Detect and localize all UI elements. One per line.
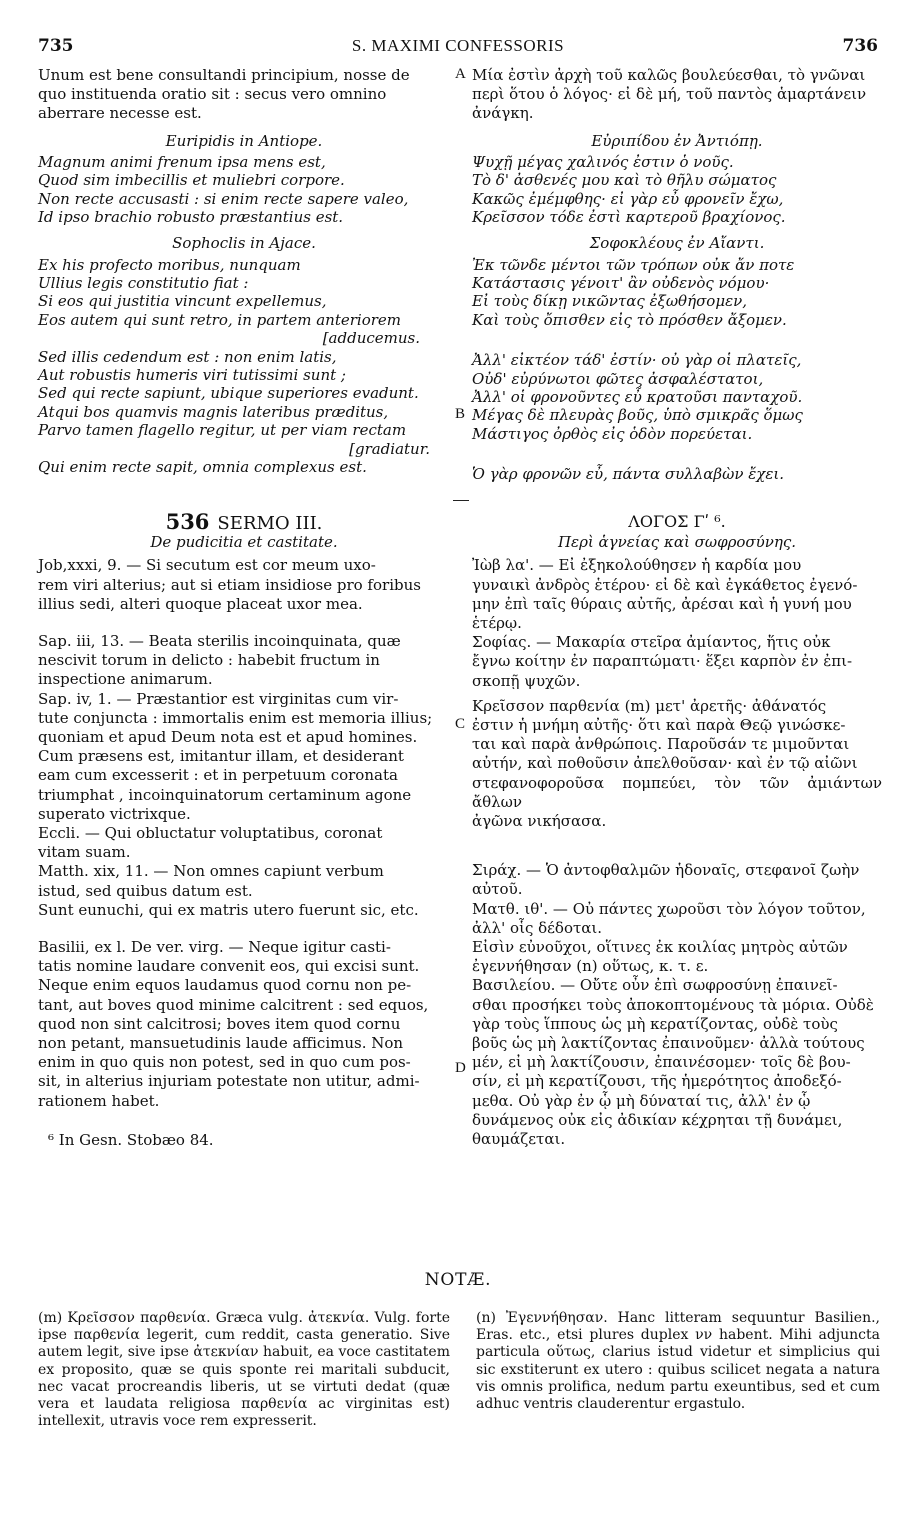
line: Σιράχ. — Ὁ ἀντοφθαλμῶν ἡδοναῖς, στεφανοῖ ζωὴν [472,861,860,880]
sermo-title: SERMO III. [217,513,323,534]
line: Sap. iv, 1. — Præstantior est virginitas cum vir- [38,689,399,708]
verse-line: Ὁ γὰρ φρονῶν εὖ, πάντα συλλαβὼν ἔχει. [472,465,785,484]
latin-para-eunuchi [38,901,450,920]
line: non petant, mansuetudinis laude afficimus. Non [38,1034,404,1053]
verse-line: Ex his profecto moribus, nunquam [38,255,301,274]
greek-heading-euripides: Εὐριπίδου ἐν Ἀντιόπῃ. [591,131,763,150]
verse-line: Magnum animi frenum ipsa mens est, [38,152,326,171]
greek-para-matth [472,900,882,938]
line: Μία ἐστὶν ἀρχὴ τοῦ καλῶς βουλεύεσθαι, τὸ γνῶναι [472,66,866,84]
line: θαυμάζεται. [472,1130,566,1149]
line: ἐγεννήθησαν (n) οὕτως, κ. τ. ε. [472,957,709,976]
sermo-latin-column [38,509,450,1150]
line: tant, aut boves quod minime calcitrent : sed equos, [38,995,429,1014]
greek-para-sophias [472,633,882,691]
line: ἀνάγκη. [472,104,534,123]
verse-line: Sed illis cedendum est : non enim latis, [38,347,337,366]
line: γὰρ τοὺς ἵππους ὡς μὴ κερατίζοντας, οὐδὲ τοὺς [472,1014,838,1033]
verse-line: Ψυχῇ μέγας χαλινός ἐστιν ὁ νοῦς. [472,152,734,171]
line: στεφανοφοροῦσα πομπεύει, τὸν τῶν ἀμιάντων ἄθλων [472,773,882,811]
line: tute conjuncta : immortalis enim est memoria illius; [38,708,433,727]
greek-top-column [472,66,882,484]
margin-letter-d: D [455,1060,466,1076]
greek-para-sirach [472,861,882,899]
verse-line: Sed qui recte sapiunt, ubique superiores evadunt. [38,384,419,403]
margin-letter-a: A [455,66,466,82]
line: triumphat , incoinquinatorum certaminum agone [38,785,412,804]
verse-line: Κατάστασις γένοιτ' ἂν οὐδενὸς νόμου· [472,274,770,293]
latin-verse-sophocles-2 [38,348,450,440]
line: sit, in alterius injuriam potestate non utitur, admi- [38,1072,420,1091]
line: istud, sed quibus datum est. [38,881,253,900]
line: αὐτήν, καὶ ποθοῦσιν ἀπελθοῦσαν· καὶ ἐν τῷ αἰῶνι [472,754,858,773]
margin-letter-c: C [455,716,466,732]
latin-verse-euripides [38,153,450,227]
latin-heading-sophocles: Sophoclis in Ajace. [172,234,316,253]
line: ἔγνω κοίτην ἐν παραπτώματι· ἕξει καρπὸν ἐν ἐπι- [472,652,853,671]
line: δυνάμενος οὐκ εἰς ἀδικίαν κέχρηται τῇ δυνάμει, [472,1110,843,1129]
line: Neque enim equos laudamus quod cornu non pe- [38,976,412,995]
line: ἀλλ' οἷς δέδοται. [472,918,603,937]
greek-verse-sophocles-2 [472,351,882,443]
line: ἐστιν ἡ μνήμη αὐτῆς· ὅτι καὶ παρὰ Θεῷ γινώσκε- [472,716,846,735]
verse-line: Οὐδ' εὐρύνωτοι φῶτες ἀσφαλέστατοι, [472,369,764,388]
verse-line: Qui enim recte sapit, omnia complexus est. [38,458,367,477]
line: Ἰὼβ λα'. — Εἰ ἐξηκολούθησεν ἡ καρδία μου [472,556,802,575]
sermo-heading [38,509,450,534]
running-title: S. MAXIMI CONFESSORIS [351,36,565,55]
latin-para-sap3 [38,632,450,690]
line: Job,xxxi, 9. — Si secutum est cor meum uxo- [38,556,376,575]
verse-line: Μέγας δὲ πλευρὰς βοῦς, ὑπὸ σμικρᾶς ὅμως [472,406,803,425]
verse-line: Non recte accusasti : si enim recte sapere valeo, [38,189,409,208]
margin-letter-b: B [455,406,466,422]
verse-line: Si eos qui justitia vincunt expellemus, [38,292,327,311]
greek-para-kreisson [472,697,882,831]
line: Ματθ. ιθ'. — Οὐ πάντες χωροῦσι τὸν λόγον τοῦτον, [472,899,866,918]
line: σίν, εἰ μὴ κερατίζουσι, τῆς ἡμερότητος ἀποδεξό- [472,1072,842,1091]
latin-verse-sophocles-1 [38,256,450,330]
latin-heading-euripides: Euripidis in Antiope. [165,131,323,150]
greek-para-basileiou [472,976,882,1149]
line: Cum præsens est, imitantur illam, et desiderant [38,747,404,766]
logos-subtitle: Περὶ ἁγνείας καὶ σωφροσύνης. [557,533,797,552]
verse-line: Eos autem qui sunt retro, in partem anteriorem [38,310,402,329]
line: quod non sint calcitrosi; boves item quod cornu [38,1014,401,1033]
latin-intro [38,66,450,124]
latin-para-basilii [38,938,450,1111]
latin-para-eccli [38,824,450,862]
line: Matth. xix, 11. — Non omnes capiunt verbum [38,862,384,881]
line: tatis nomine laudare convenit eos, qui excisi sunt. [38,957,420,976]
running-header [38,36,878,58]
line: illius sedi, alteri quoque placeat uxor mea. [38,594,363,613]
latin-para-job [38,556,450,614]
verse-line: Ἀλλ' οἱ φρονοῦντες εὖ κρατοῦσι πανταχοῦ. [472,388,803,407]
greek-para-job [472,556,882,633]
line: ἀγῶνα νικήσασα. [472,812,607,831]
verse-line: Aut robustis humeris viri tutissimi sunt ; [38,366,346,385]
verse-line: Quod sim imbecillis et muliebri corpore. [38,171,345,190]
note-n: (n) Ἐγεννήθησαν. Hanc litteram sequuntur Basilien., Eras. etc., etsi plures duplex νν habent. Mihi adjuncta particula οὕτως, clarius istud videtur et simplicius qui sic exstiterunt ex utero : quibus scilicet negata a natura vis omnis prolifica, nedum partu exeuntibus, sed et cum adhuc ventris clauderentur ergastulo. [476,1310,880,1413]
line: Βασιλείου. — Οὔτε οὖν ἐπὶ σωφροσύνῃ ἐπαινεῖ- [472,976,838,995]
line: μεθα. Οὐ γὰρ ἐν ᾧ μὴ δύναταί τις, ἀλλ' ἐν ᾧ [472,1091,811,1110]
line: ἑτέρῳ. [472,614,522,633]
footnote: ⁶ In Gesn. Stobæo 84. [48,1130,214,1149]
latin-para-matth [38,862,450,900]
verse-line: Τὸ δ' ἀσθενές μου καὶ τὸ θῆλυ σώματος [472,171,777,190]
verse-line: Id ipso brachio robusto præstantius est. [38,208,344,227]
line: Sunt eunuchi, qui ex matris utero fuerunt sic, etc. [38,900,419,919]
note-m: (m) Κρεῖσσον παρθενία. Græca vulg. ἀτεκνία. Vulg. forte ipse παρθενία legerit, cum reddit, casta generatio. Sive autem legit, sive ipse ἀτεκνίαν habuit, ea voce castitatem ex proposito, quæ se quis sponte rei maritali subducit, nec vacat procreandis liberis, ut se virtuti dedat (quæ vera et laudata religiosa παρθενία ac virginitas est) intellexit, utravis voce rem expresserit. [38,1310,450,1430]
line: rem viri alterius; aut si etiam insidiose pro foribus [38,575,421,594]
latin-top-column [38,66,450,477]
line: Κρεῖσσον παρθενία (m) μετ' ἀρετῆς· ἀθάνατός [472,696,827,715]
line: μην ἐπὶ ταῖς θύραις αὐτῆς, ἀρέσαι καὶ ἡ γυνή μου [472,594,852,613]
verse-line: Μάστιγος ὀρθὸς εἰς ὁδὸν πορεύεται. [472,424,753,443]
line: vitam suam. [38,843,131,862]
sermo-subtitle: De pudicitia et castitate. [150,533,338,552]
verse-line: Κρεῖσσον τόδε ἐστὶ καρτεροῦ βραχίονος. [472,208,786,227]
column-number: 536 [165,509,210,534]
verse-line: Εἰ τοὺς δίκῃ νικῶντας ἐξωθήσομεν, [472,292,748,311]
latin-para-sap4 [38,690,450,824]
line: σθαι προσήκει τοὺς ἀποκοπτομένους τὰ μόρια. Οὐδὲ [472,995,874,1014]
line: περὶ ὅτου ὁ λόγος· εἰ δὲ μή, τοῦ παντὸς ἁμαρτάνειν [472,85,867,104]
greek-verse-euripides [472,153,882,227]
line: βοῦς ὡς μὴ λακτίζοντας ἐπαινοῦμεν· ἀλλὰ τούτους [472,1034,865,1053]
sermo-greek-column [472,512,882,1149]
verse-line: Parvo tamen flagello regitur, ut per viam rectam [38,421,407,440]
line: rationem habet. [38,1091,160,1110]
line: μέν, εἰ μὴ λακτίζουσιν, ἐπαινέσομεν· τοῖς δὲ βου- [472,1053,851,1072]
verse-line: Ἀλλ' εἰκτέον τάδ' ἐστίν· οὐ γὰρ οἱ πλατεῖς, [472,351,802,370]
greek-verse-sophocles-1 [472,256,882,330]
verse-continuation: [adducemus. [322,329,420,348]
line: Unum est bene consultandi principium, nosse de [38,66,410,84]
page-number-left: 735 [38,36,74,56]
line: ται καὶ παρὰ ἀνθρώποις. Παροῦσάν τε μιμοῦνται [472,735,850,754]
line: enim in quo quis non potest, sed in quo cum pos- [38,1053,411,1072]
line: quoniam et apud Deum nota est et apud homines. [38,728,418,747]
line: aberrare necesse est. [38,104,202,123]
page-number-right: 736 [842,36,878,56]
verse-line: Ἐκ τῶνδε μέντοι τῶν τρόπων οὐκ ἄν ποτε [472,255,795,274]
line: eam cum excesserit : et in perpetuum coronata [38,766,398,785]
verse-line: Καὶ τοὺς ὄπισθεν εἰς τὸ πρόσθεν ἄξομεν. [472,310,787,329]
line: Sap. iii, 13. — Beata sterilis incoinquinata, quæ [38,632,401,651]
notes-title: NOTÆ. [424,1270,492,1290]
verse-line: Ullius legis constitutio fiat : [38,274,249,293]
line: Basilii, ex l. De ver. virg. — Neque igitur casti- [38,938,391,957]
line: nescivit torum in delicto : habebit fructum in [38,651,380,670]
section-divider [453,500,469,501]
line: γυναικὶ ἀνδρὸς ἑτέρου· εἰ δὲ καὶ ἐγκάθετος ἐγενό- [472,575,858,594]
line: αὐτοῦ. [472,880,523,899]
line: σκοπῇ ψυχῶν. [472,671,581,690]
line: inspectione animarum. [38,670,213,689]
line: Εἰσὶν εὐνοῦχοι, οἵτινες ἐκ κοιλίας μητρὸς αὐτῶν [472,938,848,957]
greek-intro [472,66,882,124]
logos-heading: ΛΟΓΟΣ Γʹ ⁶. [628,512,726,531]
line: Σοφίας. — Μακαρία στεῖρα ἀμίαντος, ἥτις οὐκ [472,633,831,652]
verse-continuation: [gradiatur. [349,439,430,458]
verse-line: Κακῶς ἐμέμφθης· εἰ γὰρ εὖ φρονεῖν ἔχω, [472,189,784,208]
line: quo instituenda oratio sit : secus vero omnino [38,85,387,104]
line: superato victrixque. [38,804,191,823]
verse-line: Atqui bos quamvis magnis lateribus præditus, [38,402,389,421]
greek-para-eunouchoi [472,938,882,976]
greek-heading-sophocles: Σοφοκλέους ἐν Αἴαντι. [589,234,765,253]
line: Eccli. — Qui obluctatur voluptatibus, coronat [38,824,383,843]
